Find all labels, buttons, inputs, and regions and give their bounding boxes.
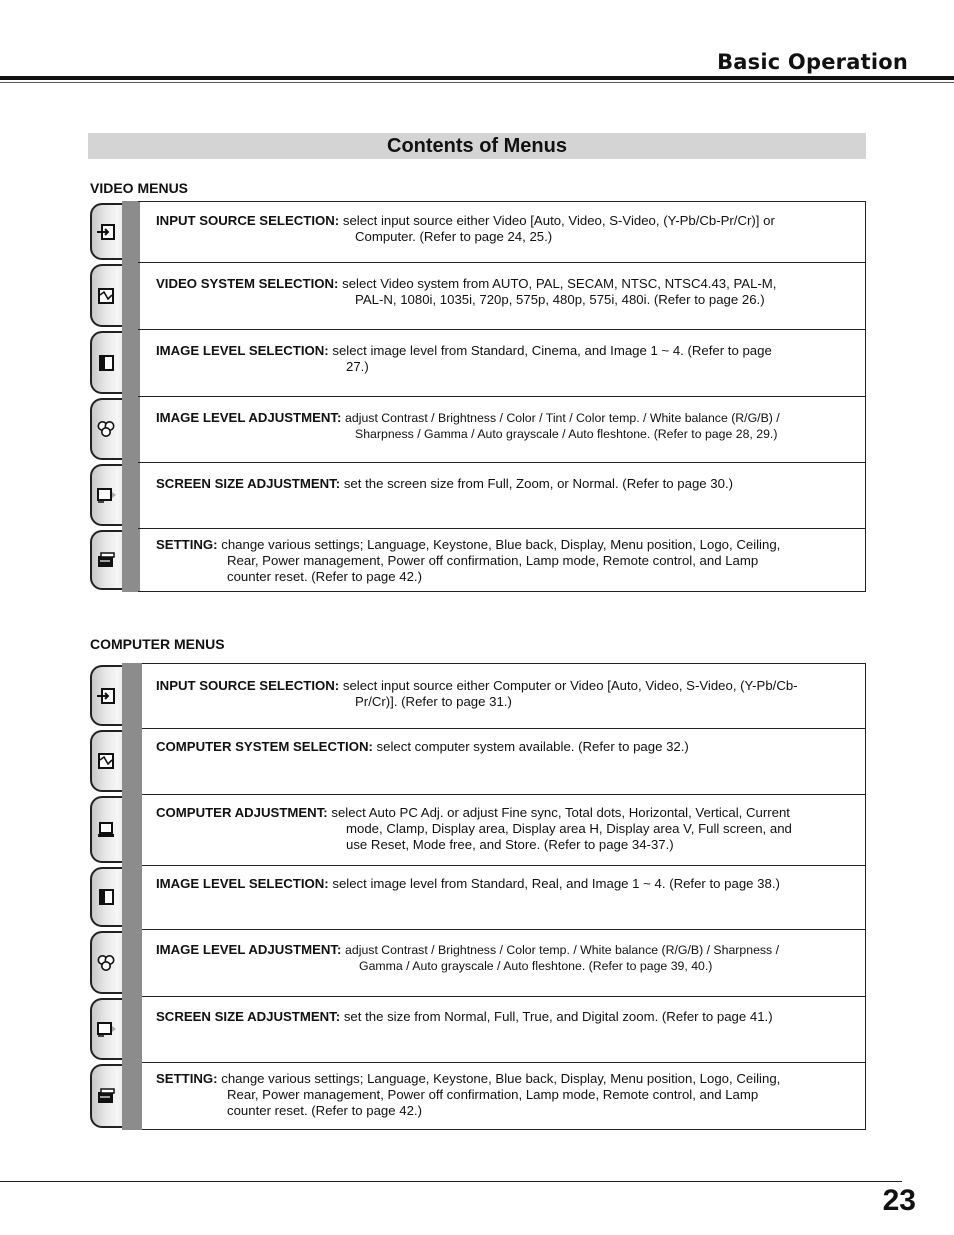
- page-number: 23: [882, 1184, 916, 1217]
- menu-row-computer-input-source: [88, 663, 866, 728]
- menu-desc: SETTING: change various settings; Language, Keystone, Blue back, Display, Menu position, Logo, Ceiling, Rear, Power management, Power off confirmation, Lamp mode, Remote control, and Lamp counter reset. (Refer to page 42.): [156, 1071, 781, 1118]
- menu-desc: SCREEN SIZE ADJUSTMENT: set the screen size from Full, Zoom, or Normal. (Refer to page 30.): [156, 476, 734, 491]
- computer-menus-table: [88, 663, 866, 1130]
- screen-size-icon: [96, 486, 116, 504]
- page-title: Contents of Menus: [88, 133, 866, 159]
- menu-desc: COMPUTER ADJUSTMENT: select Auto PC Adj. or adjust Fine sync, Total dots, Horizontal, Vertical, Current mode, Clamp, Display area, Display area H, Display area V, Full screen, and use Reset, Mode free, and Store. (Refer to page 34-37.): [156, 805, 792, 852]
- setting-icon: [96, 1087, 116, 1105]
- system-icon: [96, 752, 116, 770]
- menu-row-computer-image-adjust: [88, 929, 866, 996]
- menu-row-computer-adjust: [88, 794, 866, 865]
- menu-desc: INPUT SOURCE SELECTION: select input source either Video [Auto, Video, S-Video, (Y-Pb/Cb-Pr/Cr)] or Computer. (Refer to page 24, 25.): [156, 213, 775, 244]
- menu-desc: SETTING: change various settings; Language, Keystone, Blue back, Display, Menu position, Logo, Ceiling, Rear, Power management, Power off confirmation, Lamp mode, Remote control, and Lamp counter reset. (Refer to page 42.): [156, 537, 781, 584]
- menu-row-video-setting: [88, 528, 866, 592]
- menu-row-computer-image-level: [88, 865, 866, 929]
- header-rule-thin: [0, 82, 954, 83]
- menu-row-computer-setting: [88, 1062, 866, 1130]
- menu-desc: VIDEO SYSTEM SELECTION: select Video system from AUTO, PAL, SECAM, NTSC, NTSC4.43, PAL-M, PAL-N, 1080i, 1035i, 720p, 575p, 480p, 575i, 480i. (Refer to page 26.): [156, 276, 777, 307]
- menu-row-computer-screen-size: [88, 996, 866, 1062]
- setting-icon: [96, 551, 116, 569]
- section-title: Basic Operation: [717, 50, 908, 74]
- image-adjust-icon: [96, 420, 116, 438]
- menu-desc: IMAGE LEVEL SELECTION: select image level from Standard, Cinema, and Image 1 ~ 4. (Refer to page 27.): [156, 343, 772, 374]
- menu-row-video-screen-size: [88, 462, 866, 528]
- input-source-icon: [96, 687, 116, 705]
- video-menus-table: [88, 201, 866, 592]
- image-level-icon: [96, 354, 116, 372]
- menu-desc: INPUT SOURCE SELECTION: select input source either Computer or Video [Auto, Video, S-Video, (Y-Pb/Cb- Pr/Cr)]. (Refer to page 31.): [156, 678, 798, 709]
- menu-row-video-image-level: [88, 329, 866, 396]
- computer-menus-heading: COMPUTER MENUS: [90, 636, 225, 652]
- video-menus-heading: VIDEO MENUS: [90, 180, 189, 196]
- menu-desc: IMAGE LEVEL SELECTION: select image level from Standard, Real, and Image 1 ~ 4. (Refer to page 38.): [156, 876, 780, 891]
- image-adjust-icon: [96, 954, 116, 972]
- image-level-icon: [96, 888, 116, 906]
- menu-desc: COMPUTER SYSTEM SELECTION: select computer system available. (Refer to page 32.): [156, 739, 689, 754]
- menu-row-video-input-source: [88, 201, 866, 262]
- menu-desc: IMAGE LEVEL ADJUSTMENT: adjust Contrast / Brightness / Color / Tint / Color temp. / White balance (R/G/B) / Sharpness / Gamma / Auto grayscale / Auto fleshtone. (Refer to page 28, 29.): [156, 410, 780, 441]
- header-rule: [0, 76, 954, 80]
- menu-desc: SCREEN SIZE ADJUSTMENT: set the size from Normal, Full, True, and Digital zoom. (Refer to page 41.): [156, 1009, 773, 1024]
- screen-size-icon: [96, 1020, 116, 1038]
- menu-row-computer-system: [88, 728, 866, 794]
- system-icon: [96, 287, 116, 305]
- menu-desc: IMAGE LEVEL ADJUSTMENT: adjust Contrast / Brightness / Color temp. / White balance (R/G/B) / Sharpness / Gamma / Auto grayscale / Auto fleshtone. (Refer to page 39, 40.): [156, 942, 780, 973]
- input-source-icon: [96, 223, 116, 241]
- menu-row-video-image-adjust: [88, 396, 866, 462]
- footer-rule: [0, 1181, 902, 1182]
- menu-row-video-system: [88, 262, 866, 329]
- pc-adjust-icon: [96, 821, 116, 839]
